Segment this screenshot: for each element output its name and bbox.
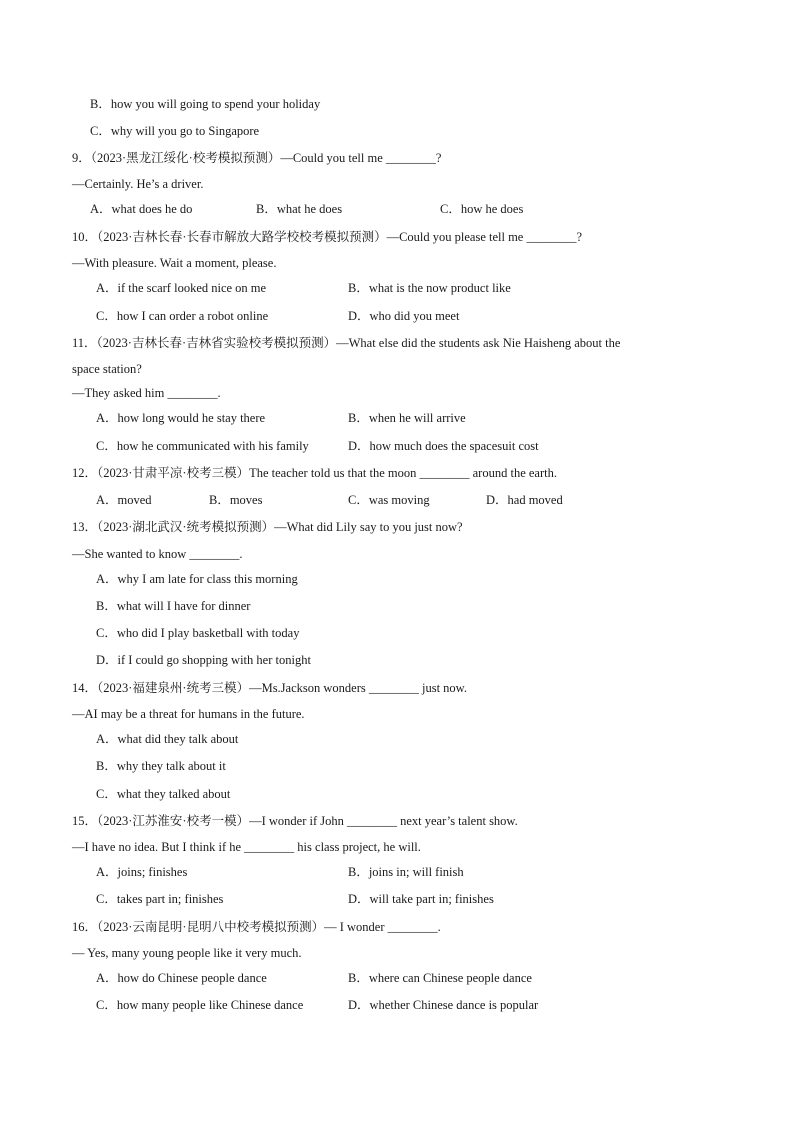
question-15-stem: 15．（2023·江苏淮安·校考一模）—I wonder if John ________ next year’s talent show. <box>72 814 518 828</box>
option-b: B．where can Chinese people dance <box>348 971 532 985</box>
option-a: A．what did they talk about <box>96 732 239 746</box>
option-a: A．if the scarf looked nice on me <box>96 281 267 295</box>
option-c: C．was moving <box>348 493 430 507</box>
question-16-answer: — Yes, many young people like it very much. <box>72 946 302 960</box>
option-c: C．why will you go to Singapore <box>90 124 260 138</box>
option-b: B．joins in; will finish <box>348 865 464 879</box>
option-d: D．who did you meet <box>348 309 460 323</box>
question-12-stem: 12．（2023·甘肃平凉·校考三模）The teacher told us that the moon ________ around the earth. <box>72 466 557 480</box>
option-a: A．what does he do <box>90 202 193 216</box>
option-c: C．what they talked about <box>96 787 231 801</box>
option-d: D．how much does the spacesuit cost <box>348 439 539 453</box>
option-a: A．how long would he stay there <box>96 411 266 425</box>
option-d: D．if I could go shopping with her tonight <box>96 653 311 667</box>
question-15-answer: —I have no idea. But I think if he ________ his class project, he will. <box>72 840 421 854</box>
option-b: B．what he does <box>256 202 343 216</box>
option-a: A．joins; finishes <box>96 865 188 879</box>
question-10-answer: —With pleasure. Wait a moment, please. <box>72 256 277 270</box>
question-11-stem-cont: space station? <box>72 362 142 376</box>
option-d: D．whether Chinese dance is popular <box>348 998 539 1012</box>
option-b: B．how you will going to spend your holiday <box>90 97 321 111</box>
option-a: A．moved <box>96 493 152 507</box>
option-c: C．takes part in; finishes <box>96 892 224 906</box>
option-a: A．why I am late for class this morning <box>96 572 298 586</box>
option-b: B．moves <box>209 493 263 507</box>
option-c: C．how I can order a robot online <box>96 309 269 323</box>
option-c: C．how many people like Chinese dance <box>96 998 304 1012</box>
option-c: C．how he does <box>440 202 524 216</box>
option-d: D．had moved <box>486 493 563 507</box>
option-d: D．will take part in; finishes <box>348 892 494 906</box>
option-c: C．how he communicated with his family <box>96 439 309 453</box>
question-13-stem: 13．（2023·湖北武汉·统考模拟预测）—What did Lily say to you just now? <box>72 520 463 534</box>
question-9-stem: 9．（2023·黑龙江绥化·校考模拟预测）—Could you tell me ________? <box>72 151 442 165</box>
question-14-answer: —AI may be a threat for humans in the future. <box>72 707 305 721</box>
question-11-stem: 11．（2023·吉林长春·吉林省实验校考模拟预测）—What else did the students ask Nie Haisheng about the <box>72 336 621 350</box>
question-13-answer: —She wanted to know ________. <box>72 547 243 561</box>
option-b: B．why they talk about it <box>96 759 226 773</box>
question-14-stem: 14．（2023·福建泉州·统考三模）—Ms.Jackson wonders ________ just now. <box>72 681 468 695</box>
option-c: C．who did I play basketball with today <box>96 626 300 640</box>
option-b: B．what will I have for dinner <box>96 599 251 613</box>
question-11-answer: —They asked him ________. <box>72 386 221 400</box>
option-b: B．what is the now product like <box>348 281 511 295</box>
question-9-answer: —Certainly. He’s a driver. <box>72 177 204 191</box>
question-10-stem: 10．（2023·吉林长春·长春市解放大路学校校考模拟预测）—Could you please tell me ________? <box>72 230 583 244</box>
question-16-stem: 16．（2023·云南昆明·昆明八中校考模拟预测）— I wonder ________. <box>72 920 441 934</box>
option-a: A．how do Chinese people dance <box>96 971 267 985</box>
option-b: B．when he will arrive <box>348 411 466 425</box>
